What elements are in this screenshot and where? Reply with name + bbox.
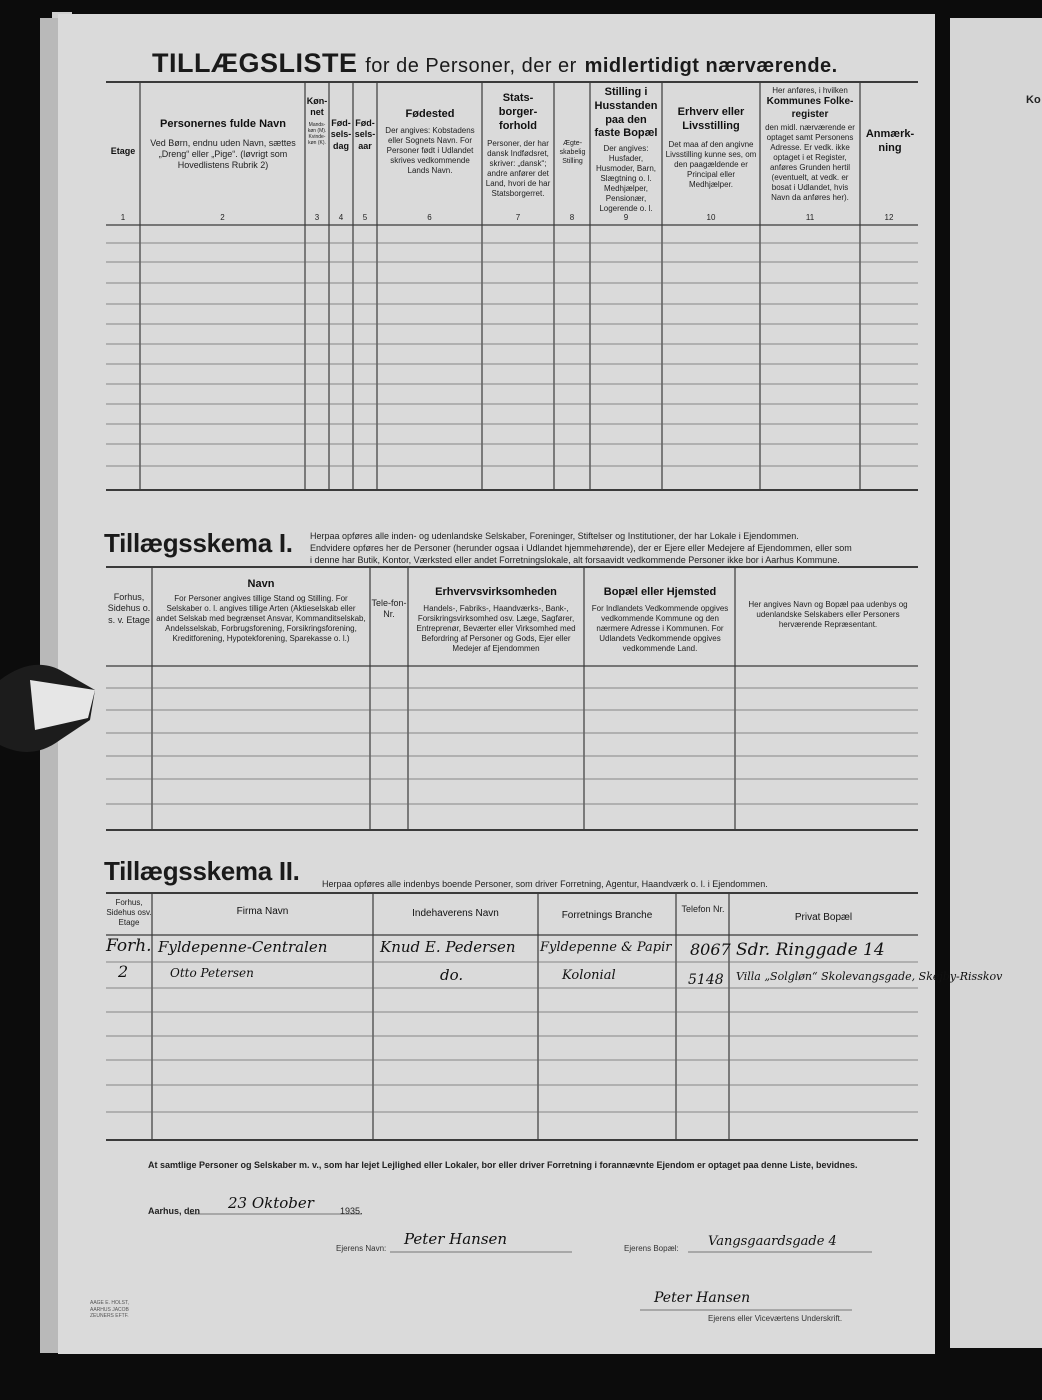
printer-imprint: AAGE E. HOLST, AARHUS JACOB ZEUNERS EFTF. [90,1300,129,1319]
col-etage-head: Etage [110,146,136,156]
col-koen-header [305,96,329,147]
skema1-desc-line: i denne har Butik, Kontor, Værksted eller andet Forretningslokale, alt forsaavidt vedkommende Personer ikke bor i Aarhus Kommune. [310,555,840,566]
sk1-col-navn-sub: For Personer angives tillige Stand og Stilling. For Selskaber o. l. angives tillige Arten (Aktieselskab eller andet Selskab med begrænset Ansvar, Kommanditselskab, Andelsselskab, Forbrugsforening, Forsikringsforening, Kreditforening, Hypotekforening, Sparekasse o. l.) [156,593,366,643]
date-handwritten: 23 Oktober [228,1194,314,1212]
col-koen-head: Køn-net [306,96,328,118]
skema1-desc-line: Endvidere opføres her de Personer (herunder ogsaa i Udlandet hjemmehørende), der er Ejere eller Medejere af Ejendommen, eller som [310,543,852,554]
row1-indehaver: Knud E. Pedersen [380,938,516,956]
col-folkeregister-pre: Her anføres, i hvilken [772,86,848,95]
col-number: 10 [706,213,716,222]
row1-bopael: Sdr. Ringgade 14 [736,940,885,960]
row2-firma: Otto Petersen [170,966,254,980]
col-name-sub: Ved Børn, endnu uden Navn, sættes „Dreng“ eller „Pige“. (løvrigt som Hovedlistens Rubrik 2) [150,137,296,171]
col-number: 8 [569,213,575,222]
col-statsborger-header [484,92,552,199]
col-number: 7 [515,213,521,222]
sk1-col-telefon: Tele-fon-Nr. [371,598,407,620]
sk1-col-erhverv-header [410,586,582,654]
col-folkeregister-sub: den midl. nærværende er optaget samt Personens Adresse. Er vedk. ikke optaget i et Register, anføres Grunden hertil (eventuelt, at vedk. er bosat i Udlandet, hvis Navn da anføres her). [765,123,855,202]
title-middle: for de Personer, der er [365,55,577,77]
col-statsborger-sub: Personer, der har dansk Indfødsret, skriver: „dansk“; andre anfører det Land, hvori de har Statsborgerret. [485,139,551,199]
col-stilling-head: Stilling i Husstanden paa den faste Bopæl [594,86,658,140]
skema1-title: Tillægsskema I. [104,528,293,558]
attestation-statement: At samtlige Personer og Selskaber m. v., som har lejet Lejlighed eller Lokaler, bor eller driver Forretning i forannævnte Ejendom er optaget paa denne Liste, bevidnes. [148,1160,858,1170]
col-aegteskab-head: Ægte-skabelig Stilling [559,140,586,165]
col-erhverv-head: Erhverv eller Livsstilling [677,106,745,132]
row1-telefon: 8067 [690,940,731,959]
owner-address-handwritten: Vangsgaardsgade 4 [708,1234,837,1249]
col-foedselsdag-head: Fød-sels-dag [330,118,352,151]
sk1-col-bopael-head: Bopæl eller Hjemsted [603,586,717,598]
col-name-header [142,118,304,172]
col-number: 2 [220,213,225,222]
col-folkeregister-head: Kommunes Folke-register [766,96,854,120]
col-koen-sub: Mands-køn (M). Kvinde-køn (K). [307,121,327,147]
facing-page-fragment: Ko [1026,94,1041,106]
row1-firma: Fyldepenne-Centralen [158,938,328,956]
year: 1935. [340,1206,363,1216]
owner-address-label: Ejerens Bopæl: [624,1244,679,1253]
row2-telefon: 5148 [688,972,724,988]
owner-name-label: Ejerens Navn: [336,1244,387,1253]
col-number: 5 [362,213,368,222]
col-number: 3 [314,213,320,222]
sk1-col-etage: Forhus, Sidehus o. s. v. Etage [107,592,151,625]
row2-etage: 2 [118,962,129,981]
col-foedselsaar-head: Fød-sels-aar [354,118,376,151]
row2-bopael: Villa „Solgløn“ Skolevangsgade, Skejby-Risskov [736,970,1003,983]
sk1-col-bopael-sub: For Indlandets Vedkommende opgives vedkommende Kommune og den nærmere Adresse i Kommunen. For Udlandets Vedkommende opgives vedkommende Land. [591,603,729,653]
col-stilling-sub: Der angives: Husfader, Husmoder, Barn, Slægtning o. l. Medhjælper, Pensionær, Logerende o. l. [595,144,657,213]
title-main: TILLÆGSLISTE [152,48,358,78]
col-number: 1 [120,213,126,222]
col-number: 4 [338,213,344,222]
col-number: 9 [623,213,629,222]
sk2-col-branche: Forretnings Branche [561,910,653,921]
sk2-col-firma: Firma Navn [236,906,289,917]
col-number: 12 [884,213,894,222]
sk2-col-etage: Forhus, Sidehus osv. Etage [106,898,152,927]
sk1-col-navn-head: Navn [247,578,275,590]
col-foedested-head: Fødested [405,108,455,120]
sk1-col-repraesentant: Her angives Navn og Bopæl paa udenbys og udenlandske Selskabers eller Personers herværende Repræsentant. [748,600,908,629]
signature-handwritten: Peter Hansen [654,1290,751,1306]
skema2-description: Herpaa opføres alle indenbys boende Personer, som driver Forretning, Agentur, Haandværk o. l. i Ejendommen. [322,879,768,889]
col-folkeregister-header [762,86,858,203]
form-title [152,48,838,79]
skema1-desc-line: Herpaa opføres alle inden- og udenlandske Selskaber, Foreninger, Stiftelser og Institutioner, der har Lokale i Ejendommen. [310,531,799,541]
col-erhverv-sub: Det maa af den angivne Livsstilling kunne ses, om den paagældende er Principal eller Medhjælper. [665,139,757,189]
row1-branche: Fyldepenne & Papir [540,940,672,955]
col-number: 11 [805,213,815,222]
sk2-col-telefon: Telefon Nr. [681,904,725,914]
col-foedested-header [380,108,480,176]
col-number: 6 [427,213,432,222]
sk2-col-indehaver: Indehaverens Navn [412,908,499,919]
col-stilling-header [592,86,660,214]
row2-branche: Kolonial [562,968,616,983]
sk1-col-bopael-header [588,586,732,654]
col-erhverv-header [664,106,758,190]
col-anmaerkning-head: Anmærk-ning [865,128,915,154]
col-name-head: Personernes fulde Navn [160,118,286,130]
owner-name-handwritten: Peter Hansen [404,1230,508,1248]
row2-indehaver: do. [440,966,464,984]
title-end: midlertidigt nærværende. [584,55,838,77]
sk1-col-erhverv-sub: Handels-, Fabriks-, Haandværks-, Bank-, Forsikringsvirksomhed osv. Læge, Sagfører, Entreprenør, Beværter eller Virksomhed med Befordring af Personer og Gods, Ejer eller Medejer af Ejendommen [416,603,576,653]
row1-etage: Forh. [106,936,152,956]
sk1-col-navn-header [156,578,366,644]
sk2-col-bopael: Privat Bopæl [794,912,853,923]
city-date-label: Aarhus, den [148,1206,201,1216]
skema2-title: Tillægsskema II. [104,856,300,886]
signature-label: Ejerens eller Viceværtens Underskrift. [708,1314,843,1323]
col-statsborger-head: Stats-borger-forhold [498,92,538,132]
skema1-description [310,530,920,566]
col-foedested-sub: Der angives: Kobstadens eller Sognets Navn. For Personer født i Udlandet skrives vedkommende Lands Navn. [385,125,475,175]
sk1-col-erhverv-head: Erhvervsvirksomheden [435,586,557,598]
